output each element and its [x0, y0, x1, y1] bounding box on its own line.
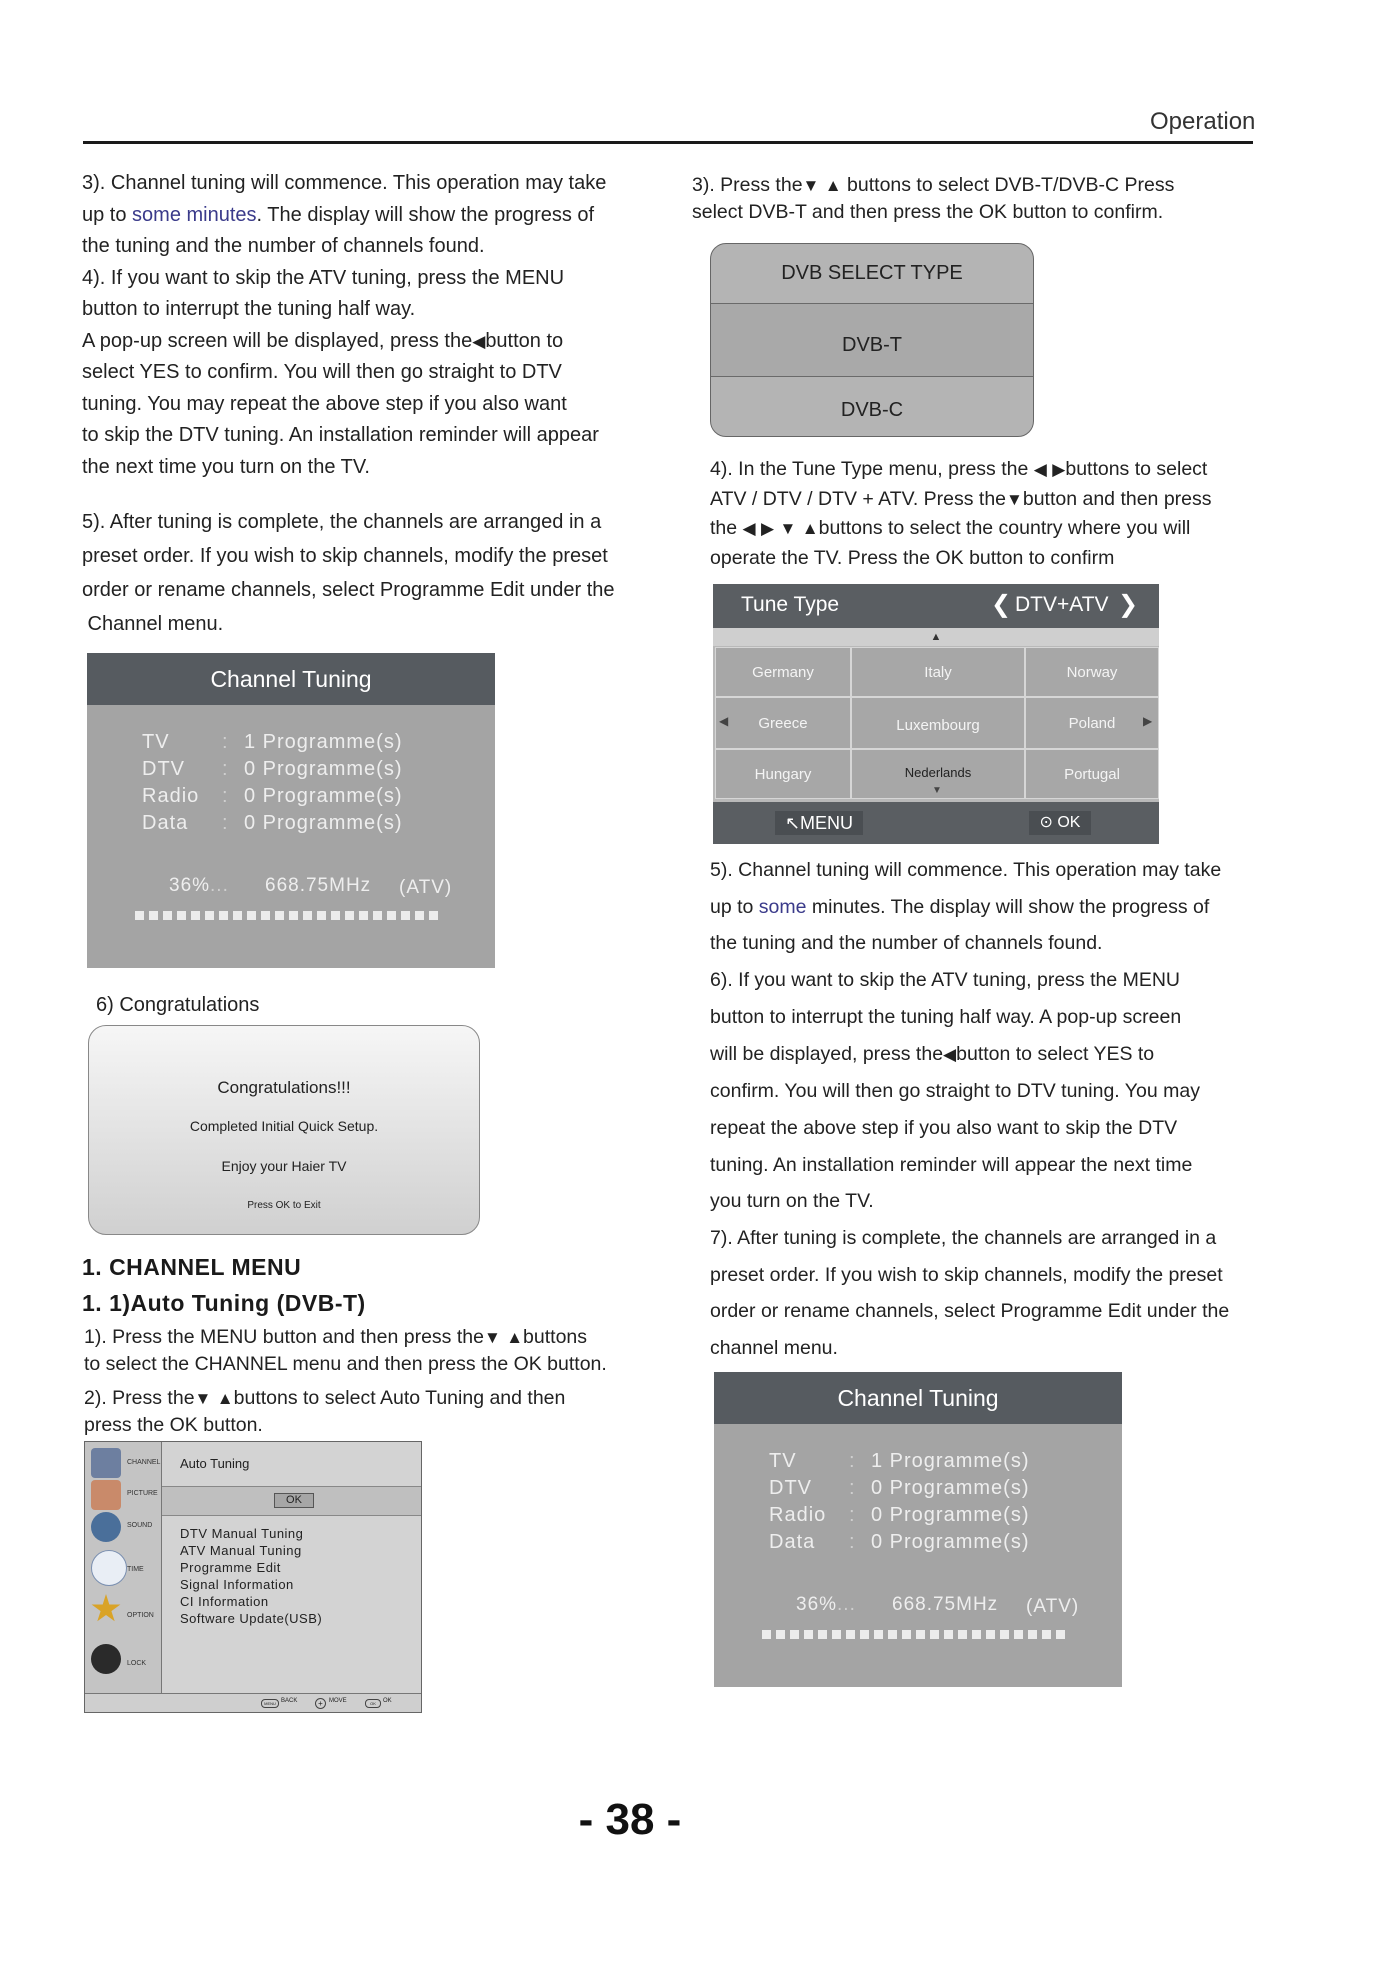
menu-item[interactable]: CI Information: [180, 1594, 269, 1609]
ct-row: TV : 1 Programme(s): [769, 1450, 1030, 1472]
left-arrow-icon: ◀: [1033, 460, 1047, 479]
channel-tuning-title: Channel Tuning: [87, 653, 495, 705]
congrats-exit-hint: Press OK to Exit: [247, 1200, 321, 1211]
congrats-line-2: Enjoy your Haier TV: [221, 1158, 347, 1174]
congrats-title: Congratulations!!!: [217, 1078, 351, 1097]
ct-row: TV : 1 Programme(s): [142, 731, 403, 753]
tune-type-footer: [713, 802, 1159, 844]
congratulations-label: 6) Congratulations: [96, 994, 260, 1016]
footer-back: BACK: [281, 1698, 298, 1704]
congrats-line-1: Completed Initial Quick Setup.: [189, 1118, 379, 1134]
subsection-heading: 1. 1)Auto Tuning (DVB-T): [82, 1290, 366, 1316]
sidebar-item-picture[interactable]: PICTURE: [127, 1490, 158, 1497]
down-arrow-icon: ▼: [1006, 489, 1023, 509]
ok-key-icon: OK: [365, 1699, 381, 1708]
country-cell[interactable]: Portugal: [1025, 749, 1159, 799]
step-1: 1). Press the MENU button and then press the▼ ▲buttons to select the CHANNEL menu and then press the OK button.: [84, 1326, 607, 1375]
footer-move: MOVE: [329, 1698, 347, 1704]
ok-button[interactable]: ⊙ OK: [1029, 811, 1091, 835]
menu-sidebar: [85, 1442, 162, 1712]
right-paragraph-5: 5). Channel tuning will commence. This operation may take up to some minutes. The display will show the progress of the tuning and the number of channels found. 6). If you want to skip the ATV tuning, press the MENU button to interrupt the tuning half way. A pop-up screen will be displayed, press the◀button to select YES to confirm. You will then go straight to DTV tuning. You may repeat the above step if you also want to skip the DTV tuning. An installation reminder will appear the next time you turn on the TV. 7). After tuning is complete, the channels are arranged in a preset order. If you wish to skip channels, modify the preset order or rename channels, select Programme Edit under the channel menu.: [710, 859, 1230, 1360]
dvb-option-t[interactable]: DVB-T: [842, 334, 902, 356]
sidebar-item-lock[interactable]: LOCK: [127, 1660, 147, 1667]
left-paragraph-2: 5). After tuning is complete, the channels are arranged in a preset order. If you wish to skip channels, modify the preset order or rename channels, select Programme Edit under the Channel menu.: [82, 511, 615, 635]
country-cell[interactable]: Germany: [715, 647, 851, 697]
auto-tuning-label: Auto Tuning: [180, 1456, 250, 1471]
move-icon: +: [315, 1698, 326, 1709]
right-arrow-icon: ▶: [761, 519, 775, 538]
ok-circle-icon: ⊙: [1039, 814, 1058, 831]
page-number: - 38 -: [578, 1795, 682, 1844]
left-arrow-icon: ◀: [472, 331, 486, 351]
tune-type-value: DTV+ATV: [1015, 593, 1109, 616]
tune-type-label: Tune Type: [741, 593, 840, 616]
ct-row: DTV : 0 Programme(s): [142, 758, 403, 780]
ct-mode: (ATV): [1026, 1596, 1080, 1617]
dvb-option-c[interactable]: DVB-C: [840, 399, 904, 421]
menu-footer: [85, 1693, 421, 1712]
ct-progress-bar: [135, 911, 438, 920]
lock-icon: [91, 1644, 121, 1674]
ok-button[interactable]: OK: [274, 1493, 314, 1508]
country-cell[interactable]: Norway: [1025, 647, 1159, 697]
channel-tuning-title: Channel Tuning: [714, 1372, 1122, 1424]
congratulations-dialog: [88, 1025, 480, 1235]
right-arrow-icon[interactable]: ▶: [1143, 714, 1153, 728]
ct-row: DTV : 0 Programme(s): [769, 1477, 1030, 1499]
section-heading: 1. CHANNEL MENU: [82, 1254, 302, 1280]
clock-icon: [91, 1550, 127, 1586]
channel-icon: [91, 1448, 121, 1478]
down-arrow-icon: ▼: [802, 176, 820, 195]
ct-progress-bar: [762, 1630, 1065, 1639]
step-2: 2). Press the▼ ▲buttons to select Auto Tuning and then press the OK button.: [84, 1387, 566, 1436]
dvb-select-title: DVB SELECT TYPE: [781, 262, 963, 284]
up-arrow-icon: ▲: [216, 1389, 234, 1408]
right-arrow-icon: ▶: [1052, 460, 1066, 479]
menu-button[interactable]: ↖MENU: [775, 811, 863, 835]
up-arrow-icon[interactable]: ▲: [713, 628, 1159, 646]
ct-percent: 36%...: [169, 875, 229, 896]
menu-item[interactable]: Software Update(USB): [180, 1611, 323, 1626]
left-paragraph-1: 3). Channel tuning will commence. This operation may take up to some minutes. The display will show the progress of the tuning and the number of channels found. 4). If you want to skip the ATV tuning, press the MENU button to interrupt the tuning half way. A pop-up screen will be displayed, press the◀button to select YES to confirm. You will then go straight to DTV tuning. You may repeat the above step if you also want to skip the DTV tuning. An installation reminder will appear the next time you turn on the TV.: [82, 172, 607, 478]
country-cell[interactable]: Poland: [1025, 697, 1159, 749]
highlight-text: some minutes: [132, 203, 257, 226]
back-arrow-icon: ↖: [784, 813, 801, 833]
dvb-select-dialog: [710, 243, 1034, 437]
menu-item[interactable]: ATV Manual Tuning: [180, 1543, 302, 1558]
ok-row: [162, 1487, 421, 1516]
ct-row: Data : 0 Programme(s): [142, 812, 403, 834]
ct-mode: (ATV): [399, 877, 453, 898]
sidebar-item-time[interactable]: TIME: [127, 1566, 144, 1573]
ct-percent: 36%...: [796, 1594, 856, 1615]
left-arrow-icon: ◀: [943, 1044, 957, 1064]
ct-row: Radio : 0 Programme(s): [142, 785, 403, 807]
down-arrow-icon: ▼: [194, 1389, 212, 1408]
auto-tuning-menu: [84, 1441, 422, 1713]
sidebar-item-option[interactable]: OPTION: [127, 1612, 154, 1619]
up-arrow-icon: ▲: [801, 519, 819, 538]
menu-item[interactable]: DTV Manual Tuning: [180, 1526, 304, 1541]
channel-tuning-panel: [714, 1372, 1122, 1687]
tune-type-dialog: [713, 584, 1159, 844]
sidebar-item-channel[interactable]: CHANNEL: [127, 1459, 161, 1466]
highlight-text: some: [758, 895, 807, 918]
right-step-4: 4). In the Tune Type menu, press the ◀ ▶buttons to select ATV / DTV / DTV + ATV. Press the▼button and then press the ◀ ▶ ▼ ▲buttons to select the country where you will operate the TV. Press the OK button to confirm: [710, 458, 1212, 569]
tune-type-header[interactable]: [713, 584, 1159, 628]
menu-item[interactable]: Programme Edit: [180, 1560, 281, 1575]
down-arrow-icon: ▼: [779, 519, 797, 538]
country-cell[interactable]: Hungary: [715, 749, 851, 799]
page-header-title: Operation: [1150, 108, 1256, 135]
country-cell[interactable]: Italy: [851, 647, 1025, 697]
picture-icon: [91, 1480, 121, 1510]
country-cell[interactable]: Luxembourg: [851, 697, 1025, 749]
up-arrow-icon: ▲: [506, 1328, 524, 1347]
ct-frequency: 668.75MHz: [265, 875, 372, 896]
header-rule: [83, 141, 1253, 144]
menu-key-icon: MENU: [261, 1699, 279, 1708]
ct-row: Radio : 0 Programme(s): [769, 1504, 1030, 1526]
sound-icon: [91, 1512, 121, 1542]
down-arrow-icon: ▼: [483, 1328, 501, 1347]
channel-tuning-panel: [87, 653, 495, 968]
menu-item[interactable]: Signal Information: [180, 1577, 294, 1592]
left-arrow-icon[interactable]: ◀: [719, 714, 729, 728]
left-arrow-icon: ◀: [742, 519, 756, 538]
country-cell[interactable]: Greece: [715, 697, 851, 749]
chevron-right-icon[interactable]: ❯: [1118, 591, 1139, 618]
right-step-3: 3). Press the▼ ▲ buttons to select DVB-T/DVB-C Press select DVB-T and then press the OK button to confirm.: [692, 174, 1175, 223]
up-arrow-icon: ▲: [824, 176, 842, 195]
footer-ok: OK: [383, 1698, 392, 1704]
menu-selected-row[interactable]: [162, 1442, 421, 1487]
chevron-left-icon[interactable]: ❮: [991, 591, 1012, 618]
ct-row: Data : 0 Programme(s): [769, 1531, 1030, 1553]
country-cell[interactable]: Nederlands: [851, 749, 1025, 799]
ct-frequency: 668.75MHz: [892, 1594, 999, 1615]
star-icon: [91, 1594, 121, 1624]
down-arrow-icon[interactable]: ▼: [932, 785, 942, 796]
sidebar-item-sound[interactable]: SOUND: [127, 1522, 153, 1529]
